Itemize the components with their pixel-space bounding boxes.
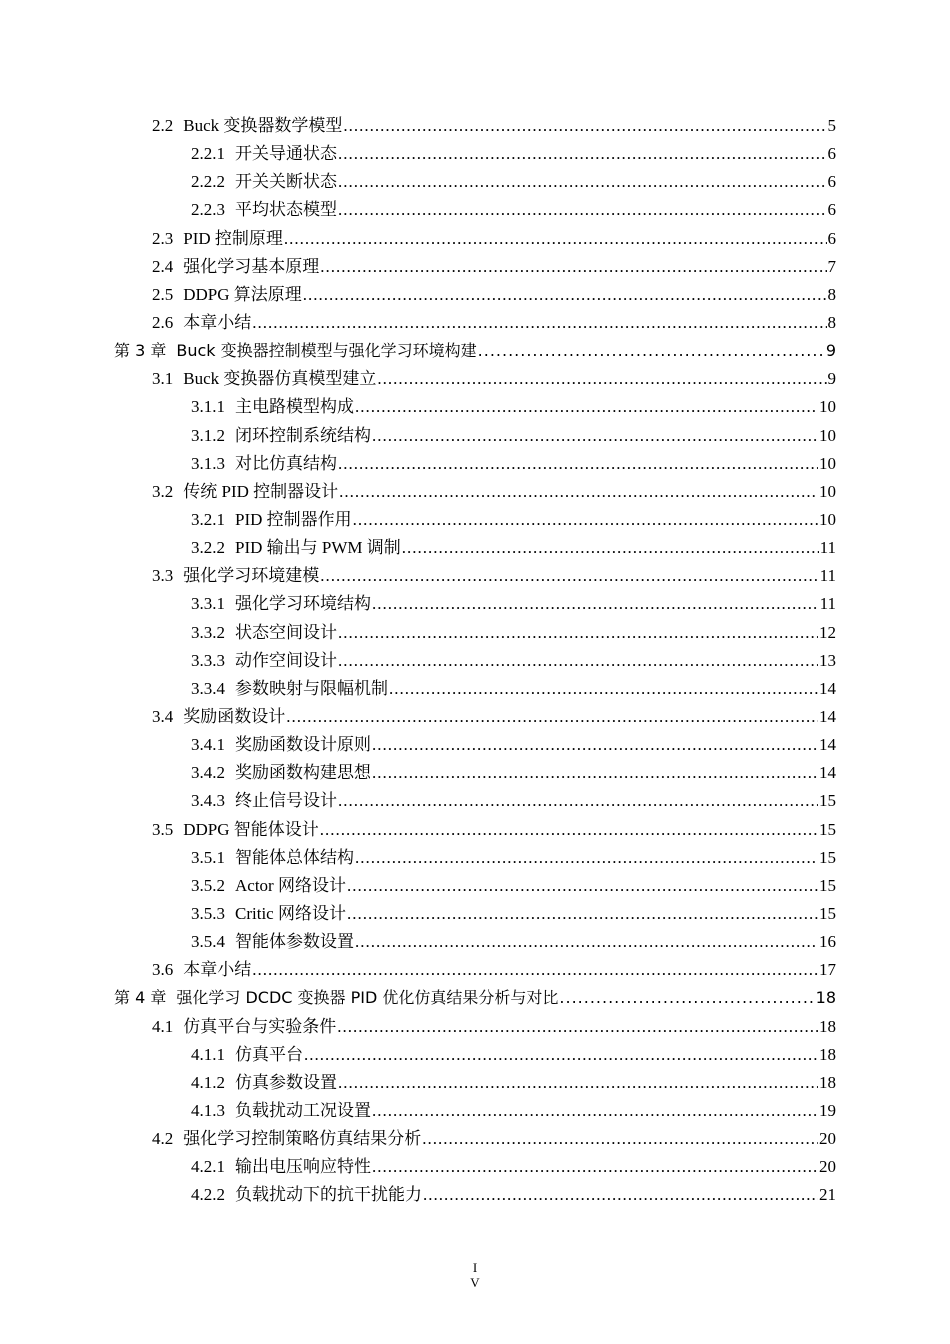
toc-entry-number: 4.1.2	[191, 1072, 225, 1092]
page-footer	[0, 1260, 950, 1290]
toc-dot-leader	[422, 1125, 818, 1153]
toc-entry-title: Buck 变换器数学模型	[183, 116, 343, 135]
toc-dot-leader	[372, 759, 818, 787]
toc-entry-page-number: 18	[819, 1044, 836, 1064]
toc-entry-number: 3.3	[152, 566, 174, 586]
toc-entry-title: 负载扰动工况设置	[235, 1100, 371, 1120]
toc-subsection-entry[interactable]	[0, 1069, 950, 1097]
toc-subsection-entry[interactable]	[0, 900, 950, 928]
toc-entry-title: 强化学习环境结构	[235, 594, 371, 614]
toc-dot-leader	[343, 112, 826, 140]
toc-dot-leader	[252, 309, 826, 337]
toc-dot-leader	[355, 928, 818, 956]
toc-entry-title: Actor 网络设计	[235, 875, 346, 895]
toc-entry-page-number: 6	[827, 144, 836, 164]
toc-section-entry[interactable]	[0, 956, 950, 984]
toc-entry-number: 4.2.2	[191, 1185, 225, 1205]
toc-entry-title: Critic 网络设计	[235, 903, 346, 923]
toc-entry-title: DDPG 算法原理	[183, 284, 302, 304]
toc-entry-number: 3.5.2	[191, 875, 225, 895]
toc-entry-page-number: 17	[819, 960, 836, 980]
toc-dot-leader	[320, 253, 826, 281]
toc-subsection-entry[interactable]	[0, 844, 950, 872]
toc-dot-leader	[402, 534, 819, 562]
toc-dot-leader	[320, 816, 818, 844]
toc-entry-page-number: 14	[819, 735, 836, 755]
page-number-line-2: V	[470, 1275, 480, 1290]
toc-entry-number: 3.6	[152, 960, 174, 980]
toc-section-entry[interactable]	[0, 281, 950, 309]
toc-entry-number: 2.6	[152, 312, 174, 332]
toc-dot-leader	[338, 140, 827, 168]
toc-entry-title: 开关关断状态	[235, 172, 337, 192]
toc-entry-page-number: 10	[819, 509, 836, 529]
toc-entry-page-number: 6	[827, 172, 836, 192]
toc-dot-leader	[478, 337, 825, 365]
toc-entry-title: 动作空间设计	[235, 650, 337, 670]
toc-section-entry[interactable]	[0, 562, 950, 590]
toc-entry-number: 3.1.3	[191, 453, 225, 473]
toc-entry-title: 开关导通状态	[235, 144, 337, 164]
toc-entry-number: 2.2.3	[191, 200, 225, 220]
toc-subsection-entry[interactable]	[0, 1097, 950, 1125]
toc-entry-title: 参数映射与限幅机制	[235, 678, 388, 698]
toc-dot-leader	[303, 281, 827, 309]
toc-dot-leader	[286, 703, 818, 731]
toc-entry-title: 仿真平台与实验条件	[183, 1016, 337, 1036]
toc-entry-number: 3.2.1	[191, 509, 225, 529]
toc-dot-leader	[338, 1069, 818, 1097]
toc-dot-leader	[284, 225, 827, 253]
toc-entry-number: 4.2	[152, 1129, 174, 1149]
toc-dot-leader	[372, 1097, 818, 1125]
toc-entry-title: DDPG 智能体设计	[183, 819, 319, 839]
toc-entry-title: Buck 变换器控制模型与强化学习环境构建	[176, 341, 477, 361]
toc-entry-page-number: 11	[819, 594, 836, 614]
toc-entry-title: 强化学习基本原理	[183, 256, 320, 276]
toc-dot-leader	[372, 590, 819, 618]
toc-entry-number: 3.3.4	[191, 678, 225, 698]
toc-section-entry[interactable]	[0, 253, 950, 281]
toc-entry-page-number: 11	[819, 538, 836, 558]
toc-subsection-entry[interactable]	[0, 1181, 950, 1209]
table-of-contents	[0, 112, 950, 1209]
toc-subsection-entry[interactable]	[0, 872, 950, 900]
toc-entry-title: PID 输出与 PWM 调制	[235, 538, 401, 558]
toc-entry-page-number: 18	[819, 1016, 836, 1036]
toc-subsection-entry[interactable]	[0, 196, 950, 224]
toc-entry-page-number: 19	[819, 1100, 836, 1120]
toc-entry-number: 3.5.3	[191, 903, 225, 923]
page-number-line-1: I	[472, 1260, 478, 1275]
toc-entry-page-number: 10	[819, 481, 836, 501]
toc-subsection-entry[interactable]	[0, 450, 950, 478]
toc-entry-title: 仿真平台	[235, 1044, 303, 1064]
toc-entry-number: 2.2.1	[191, 144, 225, 164]
toc-entry-title: 强化学习环境建模	[183, 566, 320, 586]
toc-dot-leader	[338, 619, 818, 647]
toc-entry-page-number: 10	[819, 453, 836, 473]
toc-entry-number: 4.2.1	[191, 1157, 225, 1177]
toc-entry-number: 3.1	[152, 369, 174, 389]
toc-entry-page-number: 13	[819, 650, 836, 670]
toc-subsection-entry[interactable]	[0, 422, 950, 450]
toc-dot-leader	[355, 393, 818, 421]
toc-dot-leader	[355, 844, 818, 872]
toc-entry-number: 3.1.2	[191, 425, 225, 445]
toc-entry-number: 第 3 章	[114, 341, 167, 361]
toc-entry-title: Buck 变换器仿真模型建立	[183, 369, 377, 389]
toc-entry-number: 第 4 章	[114, 988, 167, 1008]
toc-dot-leader	[338, 450, 818, 478]
toc-entry-number: 3.3.1	[191, 594, 225, 614]
toc-entry-number: 3.3.3	[191, 650, 225, 670]
toc-dot-leader	[304, 1041, 818, 1069]
toc-dot-leader	[347, 872, 818, 900]
toc-entry-number: 3.5.4	[191, 932, 225, 952]
toc-entry-page-number: 9	[825, 341, 836, 361]
toc-entry-number: 3.4.1	[191, 735, 225, 755]
toc-entry-title: 闭环控制系统结构	[235, 425, 371, 445]
toc-entry-number: 4.1.1	[191, 1044, 225, 1064]
toc-dot-leader	[338, 647, 818, 675]
toc-entry-page-number: 12	[819, 622, 836, 642]
toc-entry-number: 2.2	[152, 116, 174, 135]
toc-dot-leader	[320, 562, 818, 590]
toc-dot-leader	[252, 956, 818, 984]
toc-entry-page-number: 21	[819, 1185, 836, 1205]
toc-subsection-entry[interactable]	[0, 928, 950, 956]
toc-entry-page-number: 20	[819, 1129, 836, 1149]
toc-dot-leader	[377, 365, 826, 393]
toc-section-entry[interactable]	[0, 112, 950, 140]
toc-entry-title: 智能体参数设置	[235, 932, 354, 952]
toc-entry-title: 传统 PID 控制器设计	[183, 481, 339, 501]
toc-entry-number: 2.5	[152, 284, 174, 304]
toc-section-entry[interactable]	[0, 365, 950, 393]
toc-entry-number: 3.2.2	[191, 538, 225, 558]
toc-entry-page-number: 15	[819, 791, 836, 811]
toc-entry-title: 状态空间设计	[235, 622, 337, 642]
toc-entry-page-number: 7	[827, 256, 836, 276]
toc-dot-leader	[338, 168, 827, 196]
toc-dot-leader	[559, 984, 814, 1012]
toc-subsection-entry[interactable]	[0, 506, 950, 534]
toc-entry-title: 对比仿真结构	[235, 453, 337, 473]
toc-entry-page-number: 15	[819, 819, 836, 839]
toc-entry-number: 4.1	[152, 1016, 174, 1036]
toc-entry-number: 2.3	[152, 228, 174, 248]
toc-subsection-entry[interactable]	[0, 534, 950, 562]
toc-dot-leader	[338, 787, 818, 815]
toc-entry-page-number: 15	[819, 903, 836, 923]
toc-entry-number: 3.3.2	[191, 622, 225, 642]
toc-section-entry[interactable]	[0, 703, 950, 731]
toc-section-entry[interactable]	[0, 1125, 950, 1153]
toc-entry-page-number: 14	[819, 678, 836, 698]
toc-entry-title: 奖励函数设计原则	[235, 735, 371, 755]
toc-entry-page-number: 9	[827, 369, 836, 389]
toc-dot-leader	[338, 196, 827, 224]
toc-entry-page-number: 16	[819, 932, 836, 952]
toc-entry-page-number: 20	[819, 1157, 836, 1177]
toc-subsection-entry[interactable]	[0, 1041, 950, 1069]
toc-section-entry[interactable]	[0, 816, 950, 844]
toc-section-entry[interactable]	[0, 309, 950, 337]
toc-dot-leader	[337, 1013, 818, 1041]
toc-dot-leader	[353, 506, 818, 534]
toc-entry-title: 负载扰动下的抗干扰能力	[235, 1185, 422, 1205]
toc-subsection-entry[interactable]	[0, 731, 950, 759]
toc-entry-number: 3.4.3	[191, 791, 225, 811]
toc-entry-page-number: 15	[819, 875, 836, 895]
toc-subsection-entry[interactable]	[0, 393, 950, 421]
toc-entry-number: 4.1.3	[191, 1100, 225, 1120]
toc-section-entry[interactable]	[0, 478, 950, 506]
toc-entry-page-number: 11	[819, 566, 836, 586]
toc-entry-page-number: 6	[827, 200, 836, 220]
toc-section-entry[interactable]	[0, 225, 950, 253]
toc-subsection-entry[interactable]	[0, 787, 950, 815]
toc-entry-number: 2.2.2	[191, 172, 225, 192]
toc-entry-page-number: 14	[819, 763, 836, 783]
toc-entry-title: 强化学习控制策略仿真结果分析	[183, 1129, 422, 1149]
toc-entry-number: 3.1.1	[191, 397, 225, 417]
toc-subsection-entry[interactable]	[0, 590, 950, 618]
toc-entry-page-number: 18	[819, 1072, 836, 1092]
toc-dot-leader	[372, 422, 818, 450]
toc-entry-page-number: 10	[819, 425, 836, 445]
toc-entry-page-number: 15	[819, 847, 836, 867]
toc-entry-title: 强化学习 DCDC 变换器 PID 优化仿真结果分析与对比	[176, 988, 559, 1008]
toc-entry-title: PID 控制原理	[183, 228, 283, 248]
toc-subsection-entry[interactable]	[0, 675, 950, 703]
toc-entry-title: 终止信号设计	[235, 791, 337, 811]
toc-entry-title: 本章小结	[183, 960, 252, 980]
toc-chapter-entry[interactable]	[0, 337, 950, 365]
toc-subsection-entry[interactable]	[0, 168, 950, 196]
toc-subsection-entry[interactable]	[0, 647, 950, 675]
toc-entry-page-number: 10	[819, 397, 836, 417]
toc-entry-title: 本章小结	[183, 312, 252, 332]
toc-entry-page-number: 14	[819, 706, 836, 726]
toc-dot-leader	[339, 478, 818, 506]
toc-entry-number: 3.2	[152, 481, 174, 501]
toc-subsection-entry[interactable]	[0, 1153, 950, 1181]
toc-dot-leader	[372, 1153, 818, 1181]
toc-dot-leader	[372, 731, 818, 759]
toc-entry-page-number: 5	[827, 116, 836, 135]
toc-entry-number: 3.5.1	[191, 847, 225, 867]
toc-dot-leader	[423, 1181, 818, 1209]
toc-subsection-entry[interactable]	[0, 759, 950, 787]
toc-entry-page-number: 8	[827, 312, 836, 332]
toc-entry-number: 3.4	[152, 706, 174, 726]
toc-entry-number: 3.5	[152, 819, 174, 839]
toc-entry-title: 智能体总体结构	[235, 847, 354, 867]
toc-entry-title: 奖励函数设计	[183, 706, 286, 726]
toc-dot-leader	[389, 675, 818, 703]
toc-chapter-entry[interactable]	[0, 984, 950, 1012]
toc-entry-page-number: 18	[815, 988, 836, 1008]
toc-entry-title: 主电路模型构成	[235, 397, 354, 417]
toc-entry-number: 2.4	[152, 256, 174, 276]
toc-entry-number: 3.4.2	[191, 763, 225, 783]
toc-entry-title: 输出电压响应特性	[235, 1157, 371, 1177]
toc-entry-title: 平均状态模型	[235, 200, 337, 220]
toc-subsection-entry[interactable]	[0, 619, 950, 647]
toc-entry-title: 奖励函数构建思想	[235, 763, 371, 783]
toc-entry-title: PID 控制器作用	[235, 509, 352, 529]
toc-entry-page-number: 8	[827, 284, 836, 304]
toc-subsection-entry[interactable]	[0, 140, 950, 168]
toc-dot-leader	[347, 900, 818, 928]
toc-entry-page-number: 6	[827, 228, 836, 248]
toc-entry-title: 仿真参数设置	[235, 1072, 337, 1092]
toc-section-entry[interactable]	[0, 1013, 950, 1041]
